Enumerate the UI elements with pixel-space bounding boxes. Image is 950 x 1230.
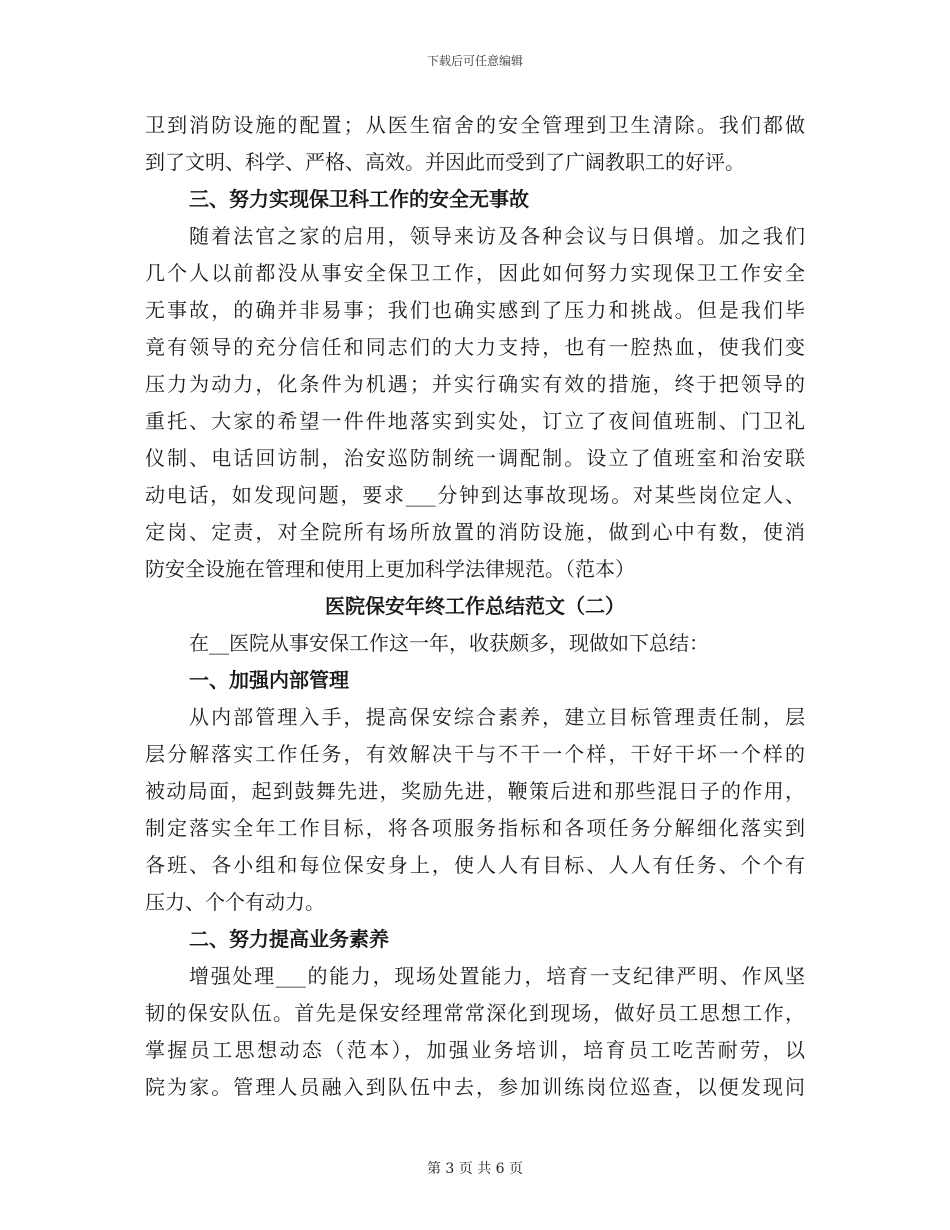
paragraph-line: 无事故，的确并非易事；我们也确实感到了压力和挑战。但是我们毕 [145, 298, 805, 322]
paragraph-line: 层分解落实工作任务，有效解决干与不干一个样，干好干坏一个样的 [145, 742, 805, 766]
paragraph-line: 增强处理___的能力，现场处置能力，培育一支纪律严明、作风坚 [189, 964, 805, 988]
header-note: 下载后可任意编辑 [426, 54, 523, 68]
document-title: 医院保安年终工作总结范文（二） [325, 594, 625, 618]
paragraph-line: 随着法官之家的启用，领导来访及各种会议与日俱增。加之我们 [189, 224, 805, 248]
paragraph-line: 定岗、定责，对全院所有场所放置的消防设施，做到心中有数，使消 [145, 520, 805, 544]
paragraph-line: 被动局面，起到鼓舞先进，奖励先进，鞭策后进和那些混日子的作用， [145, 779, 805, 803]
paragraph-line: 竟有领导的充分信任和同志们的大力支持，也有一腔热血，使我们变 [145, 335, 805, 359]
paragraph-line: 动电话，如发现问题，要求___分钟到达事故现场。对某些岗位定人、 [145, 483, 805, 507]
section-heading: 二、努力提高业务素养 [189, 927, 389, 951]
section-heading: 一、加强内部管理 [189, 668, 349, 692]
paragraph-line: 重托、大家的希望一件件地落实到实处，订立了夜间值班制、门卫礼 [145, 409, 805, 433]
paragraph-line: 各班、各小组和每位保安身上，使人人有目标、人人有任务、个个有 [145, 853, 805, 877]
paragraph-line: 到了文明、科学、严格、高效。并因此而受到了广阔教职工的好评。 [145, 150, 745, 174]
paragraph-line: 卫到消防设施的配置；从医生宿舍的安全管理到卫生清除。我们都做 [145, 113, 805, 137]
section-heading: 三、努力实现保卫科工作的安全无事故 [189, 187, 529, 211]
paragraph-line: 韧的保安队伍。首先是保安经理常常深化到现场，做好员工思想工作， [145, 1001, 805, 1025]
paragraph-line: 掌握员工思想动态（范本），加强业务培训，培育员工吃苦耐劳，以 [145, 1038, 805, 1062]
paragraph-line: 几个人以前都没从事安全保卫工作，因此如何努力实现保卫工作安全 [145, 261, 805, 285]
paragraph-line: 防安全设施在管理和使用上更加科学法律规范。（范本） [145, 557, 635, 581]
paragraph-line: 压力为动力，化条件为机遇；并实行确实有效的措施，终于把领导的 [145, 372, 805, 396]
paragraph-line: 仪制、电话回访制，治安巡防制统一调配制。设立了值班室和治安联 [145, 446, 805, 470]
paragraph-line: 制定落实全年工作目标，将各项服务指标和各项任务分解细化落实到 [145, 816, 805, 840]
paragraph-line: 从内部管理入手，提高保安综合素养，建立目标管理责任制，层 [189, 705, 805, 729]
paragraph-line: 在__医院从事安保工作这一年，收获颇多，现做如下总结： [189, 631, 709, 655]
paragraph-line: 院为家。管理人员融入到队伍中去，参加训练岗位巡查，以便发现问 [145, 1075, 805, 1099]
paragraph-line: 压力、个个有动力。 [145, 890, 325, 914]
document-body [145, 107, 805, 1106]
page-number: 第 3 页 共 6 页 [426, 1161, 524, 1177]
